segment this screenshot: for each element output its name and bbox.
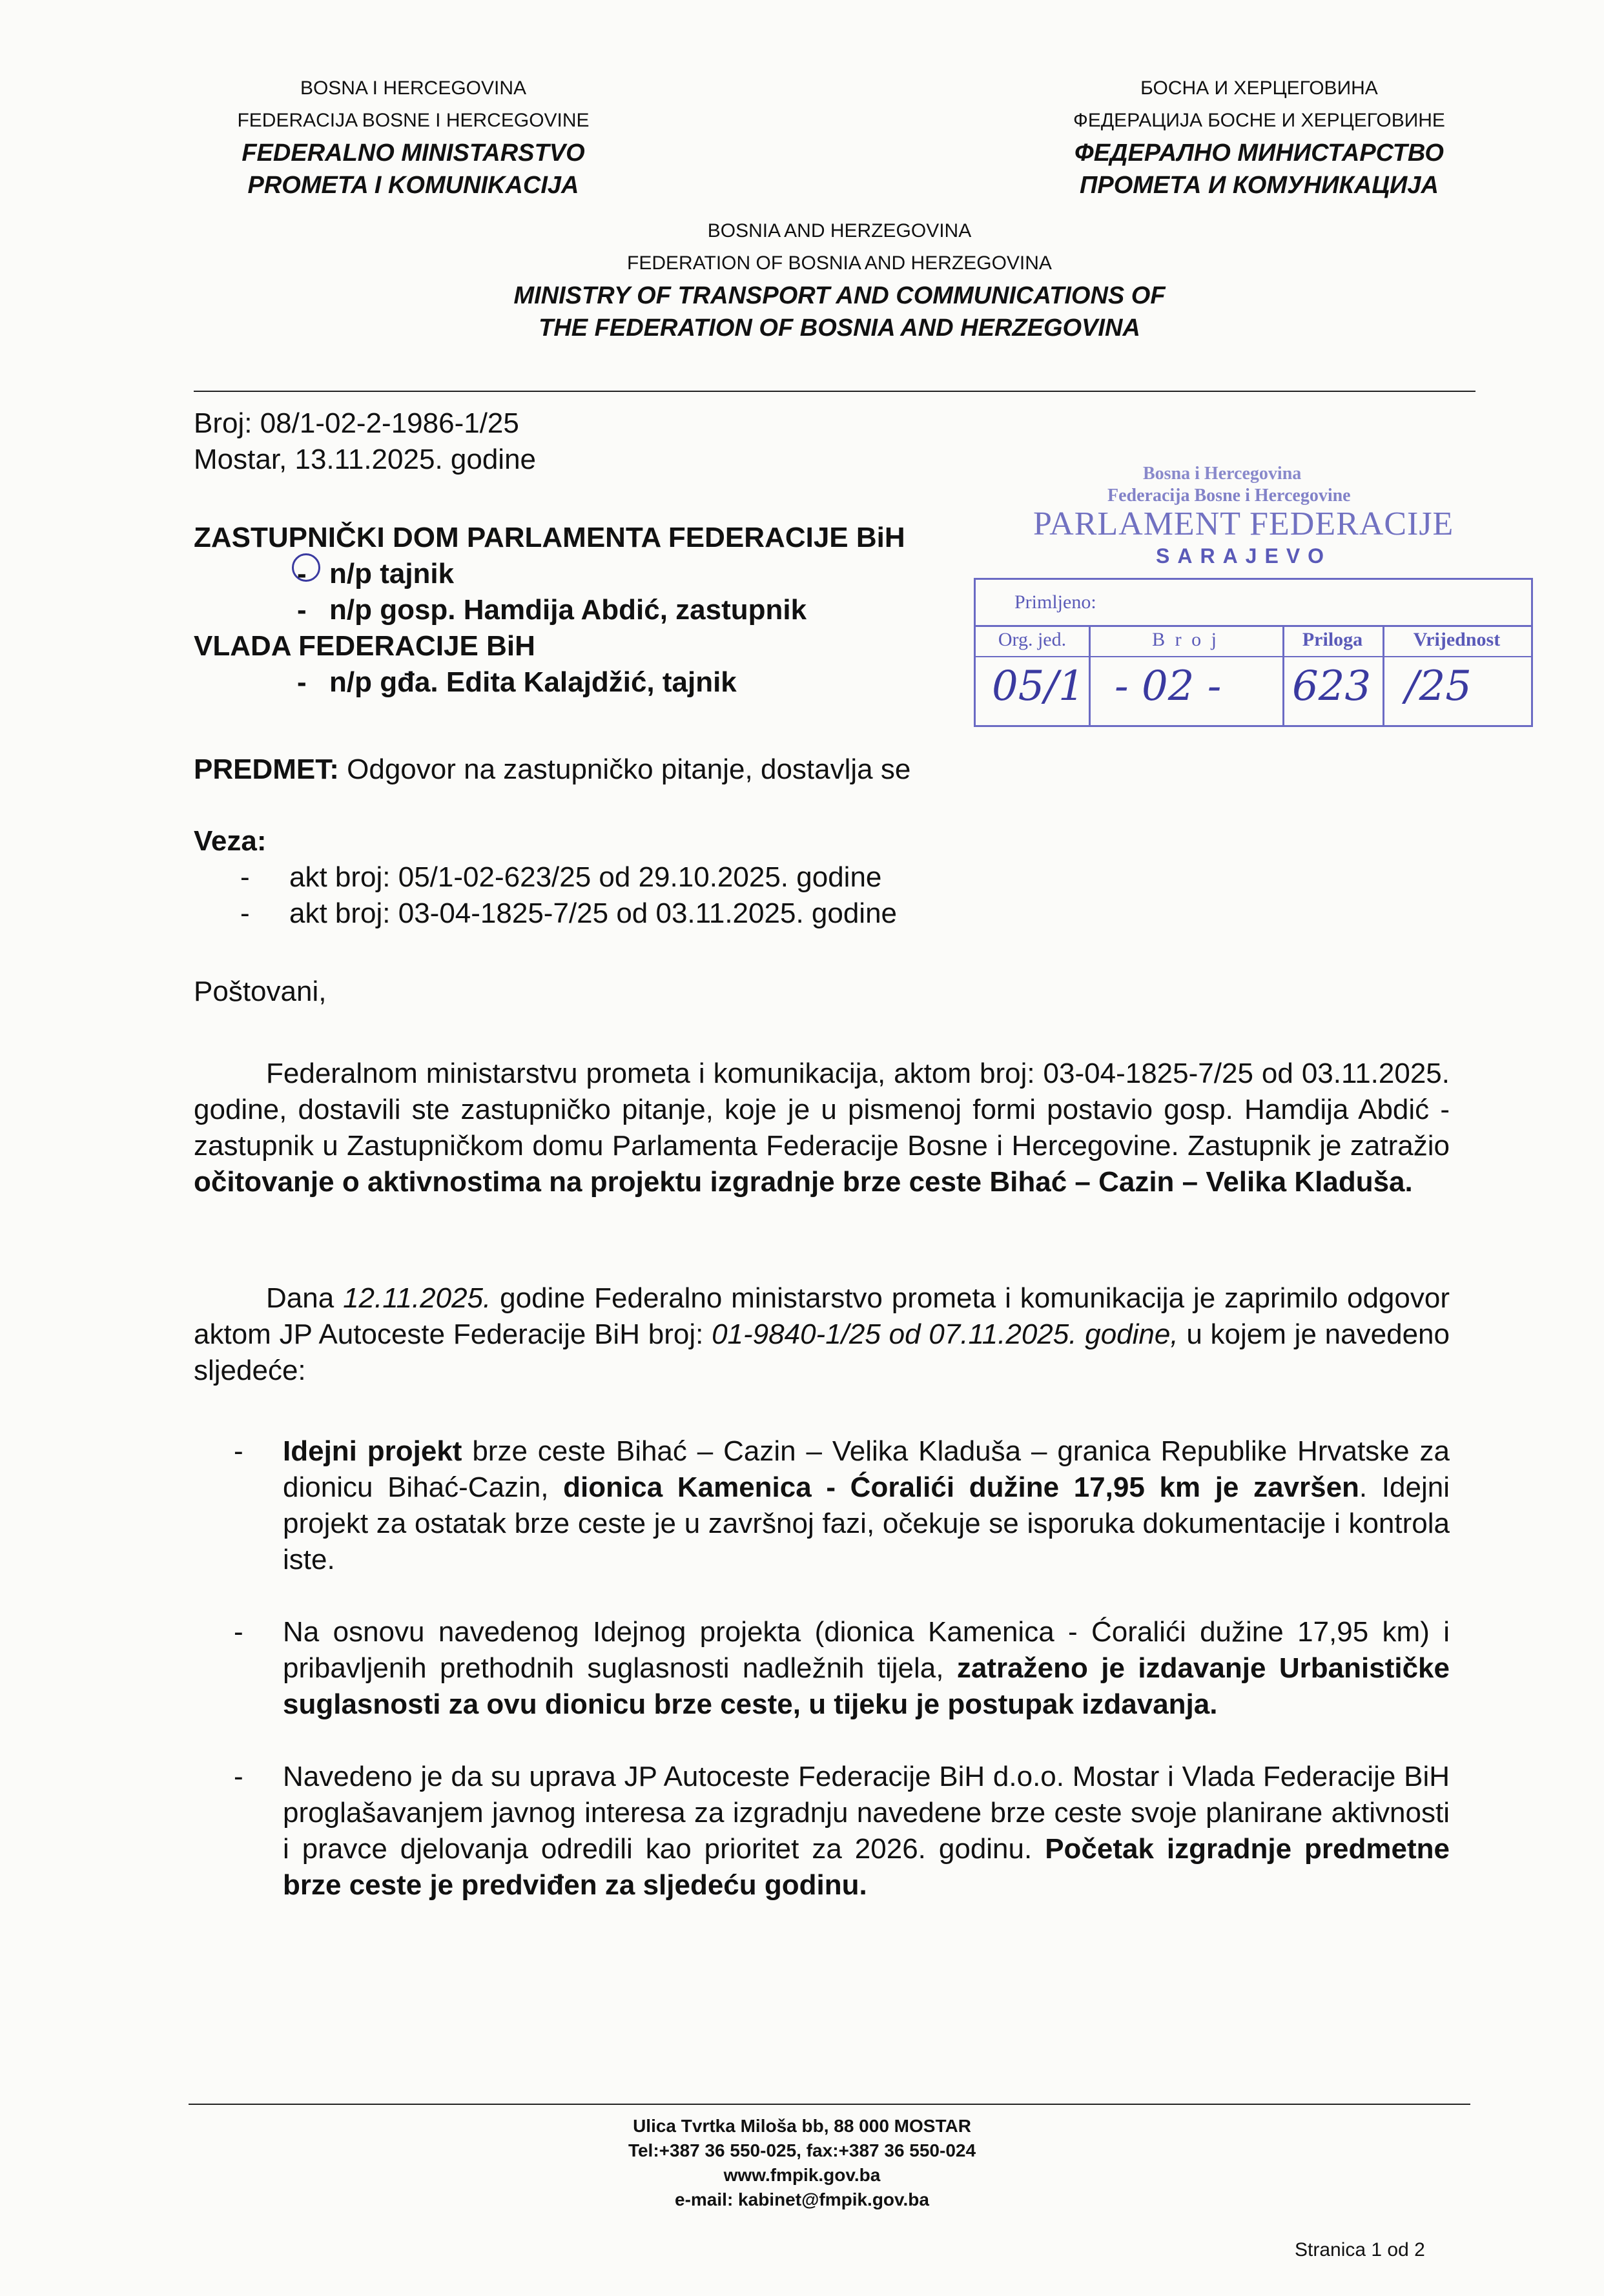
reference-place-date: Mostar, 13.11.2025. godine (194, 444, 537, 475)
footer-address: Ulica Tvrtka Miloša bb, 88 000 MOSTAR (633, 2116, 971, 2136)
header-left-line3: FEDERALNO MINISTARSTVO (242, 139, 585, 167)
stamp-line1: Bosna i Hercegovina (1143, 464, 1302, 484)
recipient-item-gov-secretary: - n/p gđa. Edita Kalajdžić, tajnik (297, 666, 737, 698)
footer-contact (479, 2114, 1125, 2212)
header-left-line1: BOSNA I HERCEGOVINA (300, 77, 527, 99)
header-center-line4: THE FEDERATION OF BOSNIA AND HERZEGOVINA (539, 314, 1140, 342)
bullet-item-1: - Idejni projekt brze ceste Bihać – Cazin – Velika Kladuša – granica Republike Hrvatske za dionicu Bihać-Cazin, dionica Kamenica - Ćoralići dužine 17,95 km je završen. Idejni projekt za ostatak brze ceste je u završnoj fazi, očekuje se isporuka dokumentacije i kontrola iste. (234, 1435, 1450, 1575)
paragraph-1-bold: očitovanje o aktivnostima na projektu izgradnje brze ceste Bihać – Cazin – Velika Kladuša. (194, 1166, 1413, 1198)
paragraph-2: Dana 12.11.2025. godine Federalno ministarstvo prometa i komunikacija je zaprimilo odgovor aktom JP Autoceste Federacije BiH broj: 01-9840-1/25 od 07.11.2025. godine, u kojem je navedeno sljedeće: (194, 1282, 1450, 1386)
reference-block (194, 405, 536, 478)
header-center-line2: FEDERATION OF BOSNIA AND HERZEGOVINA (627, 252, 1052, 274)
header-center-line3: MINISTRY OF TRANSPORT AND COMMUNICATIONS OF (513, 282, 1166, 309)
recipients-block (194, 520, 1033, 701)
page-number: Stranica 1 od 2 (1295, 2239, 1425, 2260)
subject-label: PREDMET: (194, 753, 339, 785)
bullet-item-2: - Na osnovu navedenog Idejnog projekta (dionica Kamenica - Ćoralići dužine 17,95 km) i pribavljenih prethodnih suglasnosti nadležnih tijela, zatraženo je izdavanje Urbanističke suglasnosti za ovu dionicu brze ceste, u tijeku je postupak izdavanja. (234, 1616, 1450, 1720)
stamp-handwritten-number: - 02 - (1115, 662, 1222, 710)
header-right-line4: ПРОМЕТА И КОМУНИКАЦИЈА (1080, 172, 1439, 199)
header-right-line1: БОСНА И ХЕРЦЕГОВИНА (1140, 77, 1378, 99)
reference-links (194, 823, 1162, 932)
recipient-item-deputy: - n/p gosp. Hamdija Abdić, zastupnik (297, 594, 807, 626)
recipient-org-parliament: ZASTUPNIČKI DOM PARLAMENTA FEDERACIJE BiH (194, 522, 905, 553)
header-left-line4: PROMETA I KOMUNIKACIJA (247, 172, 579, 199)
stamp-handwritten-attachments: 623 (1292, 662, 1372, 710)
stamp-line4: SARAJEVO (1156, 544, 1332, 568)
subject-text: Odgovor na zastupničko pitanje, dostavlja se (338, 753, 911, 785)
header-left-line2: FEDERACIJA BOSNE I HERCEGOVINE (237, 110, 590, 131)
footer-phone: Tel:+387 36 550-025, fax:+387 36 550-024 (628, 2140, 976, 2160)
stamp-received-label: Primljeno: (1014, 591, 1096, 613)
bullet-item-3: - Navedeno je da su uprava JP Autoceste Federacije BiH d.o.o. Mostar i Vlada Federacije BiH proglašavanjem javnog interesa za izgradnju navedene brze ceste svoje planirane aktivnosti i pravce djelovanja odredili kao prioritet za 2026. godinu. Početak izgradnje predmetne brze ceste je predviđen za sljedeću godinu. (234, 1761, 1450, 1901)
greeting: Poštovani, (194, 976, 327, 1007)
stamp-line3: PARLAMENT FEDERACIJE (1033, 506, 1454, 542)
header-right-line3: ФЕДЕРАЛНО МИНИСТАРСТВО (1074, 139, 1444, 167)
header-right (1007, 72, 1511, 201)
stamp-col-org: Org. jed. (998, 629, 1067, 650)
paragraph-2-date: 12.11.2025. (343, 1282, 491, 1314)
footer-email-link[interactable]: e-mail: kabinet@fmpik.gov.ba (675, 2189, 929, 2209)
footer-web-link[interactable]: www.fmpik.gov.ba (723, 2165, 881, 2185)
recipient-org-government: VLADA FEDERACIJE BiH (194, 630, 535, 662)
stamp-handwritten-org: 05/1 (992, 662, 1085, 710)
stamp-box (974, 578, 1533, 727)
reference-number: Broj: 08/1-02-2-1986-1/25 (194, 407, 519, 439)
veza-item-2: - akt broj: 03-04-1825-7/25 od 03.11.2025. godine (240, 897, 898, 929)
paragraph-2-act: 01-9840-1/25 od 07.11.2025. godine, (712, 1318, 1178, 1350)
header-center-line1: BOSNIA AND HERZEGOVINA (707, 220, 972, 241)
footer-divider (189, 2104, 1470, 2105)
paragraph-1 (194, 1056, 1450, 1200)
stamp-col-attachments: Priloga (1302, 629, 1363, 650)
stamp-line2: Federacija Bosne i Hercegovine (1107, 486, 1351, 506)
paragraph-1-text: Federalnom ministarstvu prometa i komunikacija, aktom broj: 03-04-1825-7/25 od 03.11.2025. godine, dostavili ste zastupničko pitanje, koje je u pismenoj formi postavio gosp. Hamdija Abdić - zastupnik u Zastupničkom domu Parlamenta Federacije Bosne i Hercegovine. Zastupnik je zatražio (194, 1058, 1450, 1162)
header-center (452, 215, 1227, 344)
stamp-col-number: B r o j (1152, 629, 1219, 650)
recipient-item-secretary: - n/p tajnik (194, 556, 1033, 592)
subject-line (194, 752, 910, 788)
veza-item-1: - akt broj: 05/1-02-623/25 od 29.10.2025. godine (240, 861, 882, 893)
header-divider (194, 391, 1475, 392)
header-right-line2: ФЕДЕРАЦИЈА БОСНЕ И ХЕРЦЕГОВИНЕ (1073, 110, 1445, 131)
header-left (194, 72, 633, 201)
bullet-list (194, 1433, 1450, 1903)
stamp-handwritten-value: /25 (1405, 662, 1472, 710)
veza-label: Veza: (194, 825, 267, 857)
stamp-col-value: Vrijednost (1413, 629, 1501, 650)
